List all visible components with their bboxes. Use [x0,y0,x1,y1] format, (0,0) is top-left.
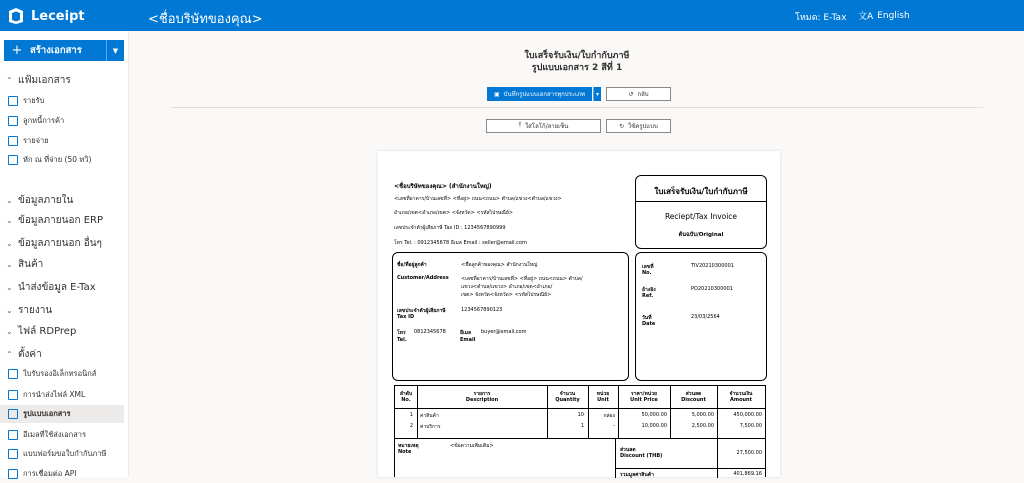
summary-row-divider [616,468,765,469]
chevron-down-icon: ⌄ [6,283,13,292]
sidebar-item-income[interactable] [0,92,124,110]
page-title: ใบเสร็จรับเงิน/ใบกำกับภาษี [524,51,630,61]
sidebar-group-external[interactable] [6,236,102,251]
document-icon [8,96,18,106]
col-price-en: Unit Price [630,397,658,403]
company-name: <ชื่อบริษัทของคุณ> [148,12,263,27]
row1-qty: 10 [577,412,584,418]
sidebar-item-label: แบบฟอร์มขอใบกำกับภาษี [23,449,107,458]
sidebar-group-label: ตั้งค่า [18,349,42,360]
certificate-icon [8,369,18,379]
plus-icon: + [11,43,23,58]
seller-company: <ชื่อบริษัทของคุณ> (สำนักงานใหญ่) [394,183,492,190]
sidebar-item-label: การนำส่งไฟล์ XML [23,390,86,399]
doc-no-label: เลขที่ [642,264,654,270]
sidebar-item-label: รายจ่าย [23,136,49,145]
sidebar-item-label: หัก ณ ที่จ่าย (50 ทวิ) [23,155,92,164]
customer-label-en: Customer/Address [397,275,449,281]
customer-box [392,252,629,381]
col-unit-th: หน่วย [596,391,610,397]
table-header-divider [395,408,765,409]
mode-label[interactable]: โหมด: E-Tax [795,13,847,23]
sidebar-item-expenses[interactable] [0,132,124,150]
chevron-down-icon: ⌄ [6,306,13,315]
save-menu-chevron-icon[interactable]: ▾ [593,87,601,101]
row1-discount: 5,000.00 [691,412,714,418]
seller-address-line1: <เลขที่อาคาร/บ้านเลขที่> <ที่อยู่> ถนน<ถนน> ตำบล/แขวง<ตำบล/แขวง> [394,196,562,202]
main-content [130,31,1024,477]
sidebar-item-label: ลูกหนี้การค้า [23,116,65,125]
save-icon: ▣ [493,90,500,98]
create-document-button[interactable] [4,40,124,61]
tel-label-en: Tel. [397,337,407,343]
discount-value: 27,500.00 [736,450,762,456]
doc-ref-label: อ้างอิง [642,287,656,293]
col-no-th: ลำดับ [399,391,413,397]
note-text: <ข้อความเพิ่มเติม> [450,443,494,449]
row2-no: 2 [409,423,413,429]
customer-address-line2: แขวง<ตำบล/แขวง> อำเภอ/เขต<อำเภอ/ [461,284,553,290]
sidebar-group-label: รายงาน [18,305,53,316]
tel-label: โทร [397,330,406,336]
sidebar-item-templates[interactable] [0,405,124,423]
document-preview [378,151,780,477]
reset-label: ใช้ครูปแบบ [628,123,658,130]
customer-address-line1: <เลขที่อาคาร/บ้านเลขที่> <ที่อยู่> ถนน<ถนน> ตำบล/ [461,276,583,282]
divider [171,107,983,108]
col-discount-en: Discount [681,397,706,403]
chevron-down-icon: ⌄ [6,196,13,205]
chevron-down-icon: ⌄ [6,327,13,336]
save-template-button[interactable] [487,87,592,101]
col-price-th: ราคา/หน่วย [631,391,657,397]
col-amount-en: Amount [729,397,753,403]
customer-tax-label-en: Tax ID [397,314,415,320]
sidebar-group-products[interactable] [6,257,43,272]
back-icon: ↺ [628,90,634,98]
col-amount-th: จำนวนเงิน [729,391,753,397]
row2-desc: ค่าบริการ [420,424,441,430]
sidebar-group-internal[interactable] [6,193,73,208]
sidebar-item-label: ใบรับรองอิเล็กทรอนิกส์ [23,369,97,378]
sidebar-item-email[interactable] [0,426,124,444]
sidebar-group-etax[interactable] [6,280,96,295]
chevron-down-icon[interactable]: ▼ [106,40,124,61]
document-icon [8,136,18,146]
doc-ref-label-en: Ref. [642,293,654,299]
chevron-down-icon: ⌄ [6,239,13,248]
doc-date: 23/03/2564 [691,314,720,320]
app-logo[interactable] [7,6,85,26]
discount-label: ส่วนลด [620,447,636,453]
language-label: English [877,10,910,21]
email-label-en: Email [460,337,476,343]
email-label: อีเมล [460,330,472,336]
doc-original: ต้นฉบับ/Original [678,232,724,238]
page-subtitle: รูปแบบเอกสาร 2 สีที่ 1 [531,63,623,73]
col-desc-th: รายการ [473,391,491,397]
total-value: 401,869.16 [733,471,762,477]
total-label: รวมมูลค่าสินค้า [620,472,654,478]
discount-label-en: Discount (THB) [620,453,663,459]
row2-amount: 7,500.00 [739,423,762,429]
col-no-en: No. [401,397,411,403]
sidebar-group-rdprep[interactable] [6,324,76,339]
note-label-en: Note [398,449,412,455]
top-bar [0,0,1024,31]
chevron-down-icon: ⌄ [6,216,13,225]
sidebar-group-label: ข้อมูลภายนอก ERP [18,215,103,226]
api-icon [8,469,18,479]
language-switch[interactable] [858,9,910,22]
reset-template-button[interactable] [606,119,671,133]
customer-email: buyer@email.com [481,329,527,335]
sidebar-item-label: การเชื่อมต่อ API [23,469,77,478]
upload-icon: ⤒ [518,122,522,129]
mail-icon [8,430,18,440]
document-icon [8,116,18,126]
sidebar-group-label: แฟ้มเอกสาร [18,75,71,86]
row2-unit: - [613,423,615,429]
customer-label-th: ชื่อ/ที่อยู่ลูกค้า [397,262,427,268]
doc-ref: PO20210300001 [691,286,733,292]
sidebar-group-reports[interactable] [6,303,52,318]
doc-title-en: Reciept/Tax Invoice [664,212,738,221]
app-name: Leceipt [31,8,85,24]
row1-price: 50,000.00 [641,412,667,418]
document-icon [8,409,18,419]
customer-tel: 0812345678 [414,329,446,335]
seller-contact: โทร Tel. : 0912345678 อีเมล Email : seller@email.com [394,240,527,246]
seller-address-line2: อำเภอ/เขต<อำเภอ/เขต> <จังหวัด> <รหัสไปรษณีย์> [394,210,514,216]
doc-no: TIV20210300001 [691,263,734,269]
row2-discount: 2,500.00 [691,423,714,429]
sidebar-item-label: รูปแบบเอกสาร [23,409,71,418]
create-document-label: สร้างเอกสาร [30,45,82,56]
sidebar-item-label: อีเมลที่ใช้ส่งเอกสาร [23,430,86,439]
customer-address-line3: เขต> จังหวัด<จังหวัด> <รหัสไปรษณีย์> [461,292,552,298]
sidebar-group-label: ข้อมูลภายนอก อื่นๆ [18,238,102,249]
row1-desc: ค่าสินค้า [420,413,439,419]
note-label: หมายเหตุ [398,443,419,449]
customer-tax-label: เลขประจำตัวผู้เสียภาษี [397,308,446,314]
save-label: บันทึกรูปแบบเอกสารทุกประเภท [503,91,586,98]
summary-divider [615,438,616,478]
chevron-down-icon: ⌄ [6,260,13,269]
sidebar-group-label: ไฟล์ RDPrep [18,326,77,337]
upload-label: ใส่โลโก้/ลายเซ็น [525,123,569,130]
document-icon [8,155,18,165]
doc-title-th: ใบเสร็จรับเงิน/ใบกำกับภาษี [654,187,748,196]
col-desc-en: Description [465,397,499,403]
doc-date-label-en: Date [642,321,656,327]
sidebar-group-label: ข้อมูลภายใน [18,195,74,206]
refresh-icon: ↻ [619,122,625,130]
row2-qty: 1 [580,423,584,429]
col-discount-th: ส่วนลด [685,391,702,397]
sidebar [0,31,129,477]
sidebar-item-request-form[interactable] [0,445,124,463]
sidebar-group-label: นำส่งข้อมูล E-Tax [18,282,96,293]
sidebar-item-xml[interactable] [0,386,124,404]
sidebar-item-api[interactable] [0,465,124,483]
col-unit-en: Unit [597,397,609,403]
table-body-divider [395,438,765,439]
document-icon [8,390,18,400]
upload-logo-button[interactable] [486,119,601,133]
sidebar-item-label: รายรับ [23,96,45,105]
row2-price: 10,000.00 [641,423,667,429]
sidebar-item-withholding[interactable] [0,151,124,169]
customer-name: <ชื่อลูกค้าของคุณ> สำนักงานใหญ่ [461,262,538,268]
items-table [394,385,766,477]
chevron-up-icon: ⌃ [6,76,13,85]
col-qty-en: Quantity [555,397,580,403]
row1-unit: กล่อง [603,413,615,419]
doc-no-label-en: No. [642,270,652,276]
leceipt-logo-icon [7,7,25,25]
sidebar-item-certificate[interactable] [0,365,124,383]
seller-tax-id: เลขประจำตัวผู้เสียภาษี Tax ID : 1234567890999 [394,225,506,231]
row1-no: 1 [409,412,413,418]
row1-amount: 450,000.00 [733,412,762,418]
back-button[interactable] [606,87,671,101]
col-qty-th: จำนวน [559,391,576,397]
sidebar-group-label: สินค้า [18,259,44,270]
title-divider [636,201,766,202]
customer-tax-id: 1234567890123 [461,307,503,313]
sidebar-item-receivables[interactable] [0,112,124,130]
form-icon [8,449,18,459]
sidebar-group-settings[interactable] [6,347,42,362]
back-label: กลับ [637,91,649,98]
sidebar-group-documents[interactable] [6,73,71,88]
doc-date-label: วันที่ [642,315,652,321]
sidebar-group-erp[interactable] [6,213,103,228]
chevron-up-icon: ⌃ [6,350,13,359]
translate-icon: 文A [858,12,874,22]
